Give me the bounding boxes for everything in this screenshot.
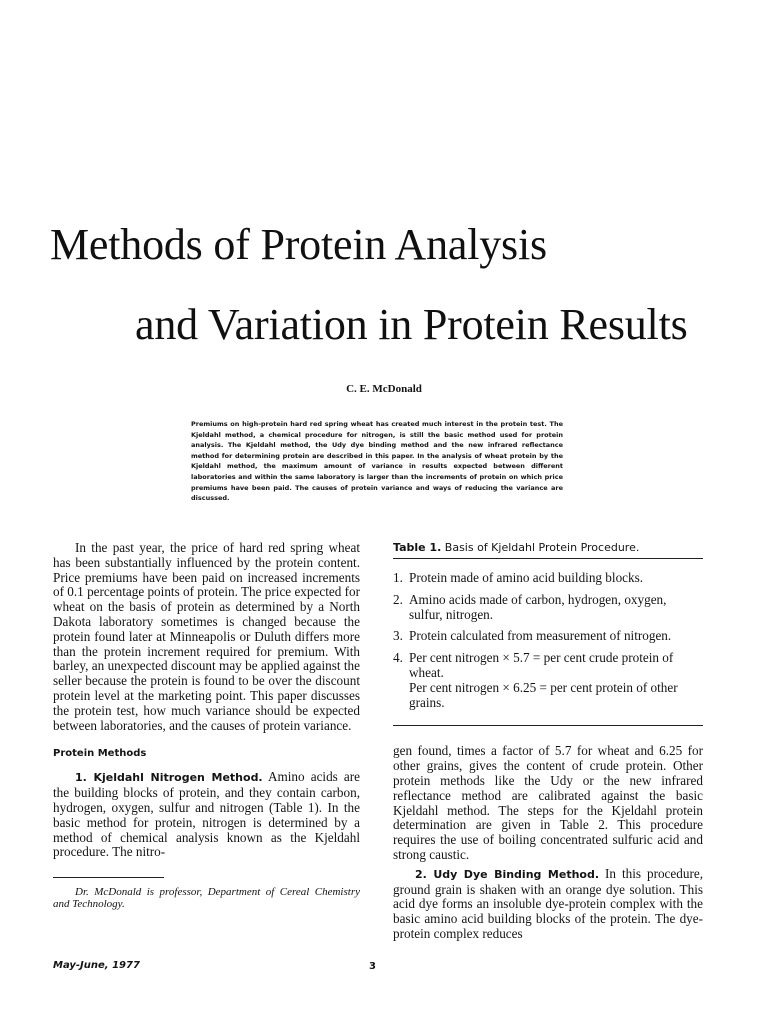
item-text [409,593,703,623]
item-text [409,629,703,644]
item-text [409,651,703,710]
section-heading-protein-methods: Protein Methods [53,748,147,760]
kjeldahl-text: Amino acids are the building blocks of protein, and they contain carbon, hydrogen, oxygen, sulfur and nitrogen (Table 1). In the basic method for protein, nitrogen is determined by a method of chemical analysis known as the Kjeldahl procedure. The nitro- [53,769,360,860]
item-text [409,571,703,586]
kjeldahl-paragraph [53,770,360,860]
udy-heading: 2. Udy Dye Binding Method. [415,867,600,881]
item-number: 1. [393,570,403,585]
left-column [53,541,360,910]
kjeldahl-heading: 1. Kjeldahl Nitrogen Method. [75,771,263,785]
udy-paragraph [393,867,703,942]
table-1-list [393,559,703,725]
item-number: 4. [393,650,403,666]
article-title-line-1: Methods of Protein Analysis [50,220,547,269]
right-column [393,541,703,942]
table-1 [393,541,703,726]
table-1-item [393,629,703,644]
table-1-item [393,571,703,586]
item-number: 2. [393,591,403,607]
page-number: 3 [369,961,376,972]
author-byline: C. E. McDonald [346,383,422,395]
kjeldahl-continuation-paragraph: gen found, times a factor of 5.7 for wheat and 6.25 for other grains, gives the content of crude protein. Other protein methods like the Udy or the new infrared reflectance method are calibrated against the basic Kjeldahl method. The steps for the Kjeldahl protein determination are given in Table 2. This procedure requires the use of boiling concentrated sulfuric acid and strong caustic. [393,743,703,862]
item-number: 3. [393,628,403,644]
table-1-item [393,593,703,623]
item-line: Protein calculated from measurement of nitrogen. [409,628,672,644]
item-line: Per cent nitrogen × 6.25 = per cent protein of other grains. [409,679,678,710]
table-1-caption [393,541,703,555]
table-1-bottom-rule [393,725,703,726]
udy-text: In this procedure, ground grain is shaken with an orange dye solution. This acid dye forms an insoluble dye-protein complex with the basic amino acid building blocks of the protein. The dye-protein complex reduces [393,865,703,941]
table-1-item [393,651,703,710]
table-1-label: Table 1. [393,541,442,554]
article-title-line-2: and Variation in Protein Results [135,300,688,349]
table-1-title: Basis of Kjeldahl Protein Procedure. [441,541,640,554]
item-line: Amino acids made of carbon, hydrogen, oxygen, sulfur, nitrogen. [409,591,667,622]
footnote-divider [53,877,164,878]
item-line: Protein made of amino acid building blocks. [409,570,644,585]
item-line: Per cent nitrogen × 5.7 = per cent crude protein of wheat. [409,650,674,680]
intro-paragraph: In the past year, the price of hard red spring wheat has been substantially influenced by the protein content. Price premiums have been paid on increased increments of 0.1 percentage points of protein. The price expected for wheat on the basis of protein as determined by a North Dakota laboratory sometimes is changed because the protein found later at Minneapolis or Duluth differs more than the protein increment required for premium. With barley, an unexpected discount may be applied against the seller because the protein is found to be over the discount protein level at the marketing point. This paper discusses the protein test, how much variance should be expected between laboratories, and the causes of protein variance. [53,540,360,733]
abstract: Premiums on high-protein hard red spring wheat has created much interest in the protein test. The Kjeldahl method, a chemical procedure for nitrogen, is still the basic method used for protein analysis. The Kjeldahl method, the Udy dye binding method and the new infrared reflectance method for determining protein are described in this paper. In the analysis of wheat protein by the Kjeldahl method, the maximum amount of variance in results expected between different laboratories and within the same laboratory is larger than the increments of protein on which price premiums have been paid. The causes of protein variance and ways of reducing the variance are discussed. [191,420,563,503]
issue-date: May-June, 1977 [53,960,140,971]
author-footnote: Dr. McDonald is professor, Department of Cereal Chemistry and Technology. [53,886,360,911]
